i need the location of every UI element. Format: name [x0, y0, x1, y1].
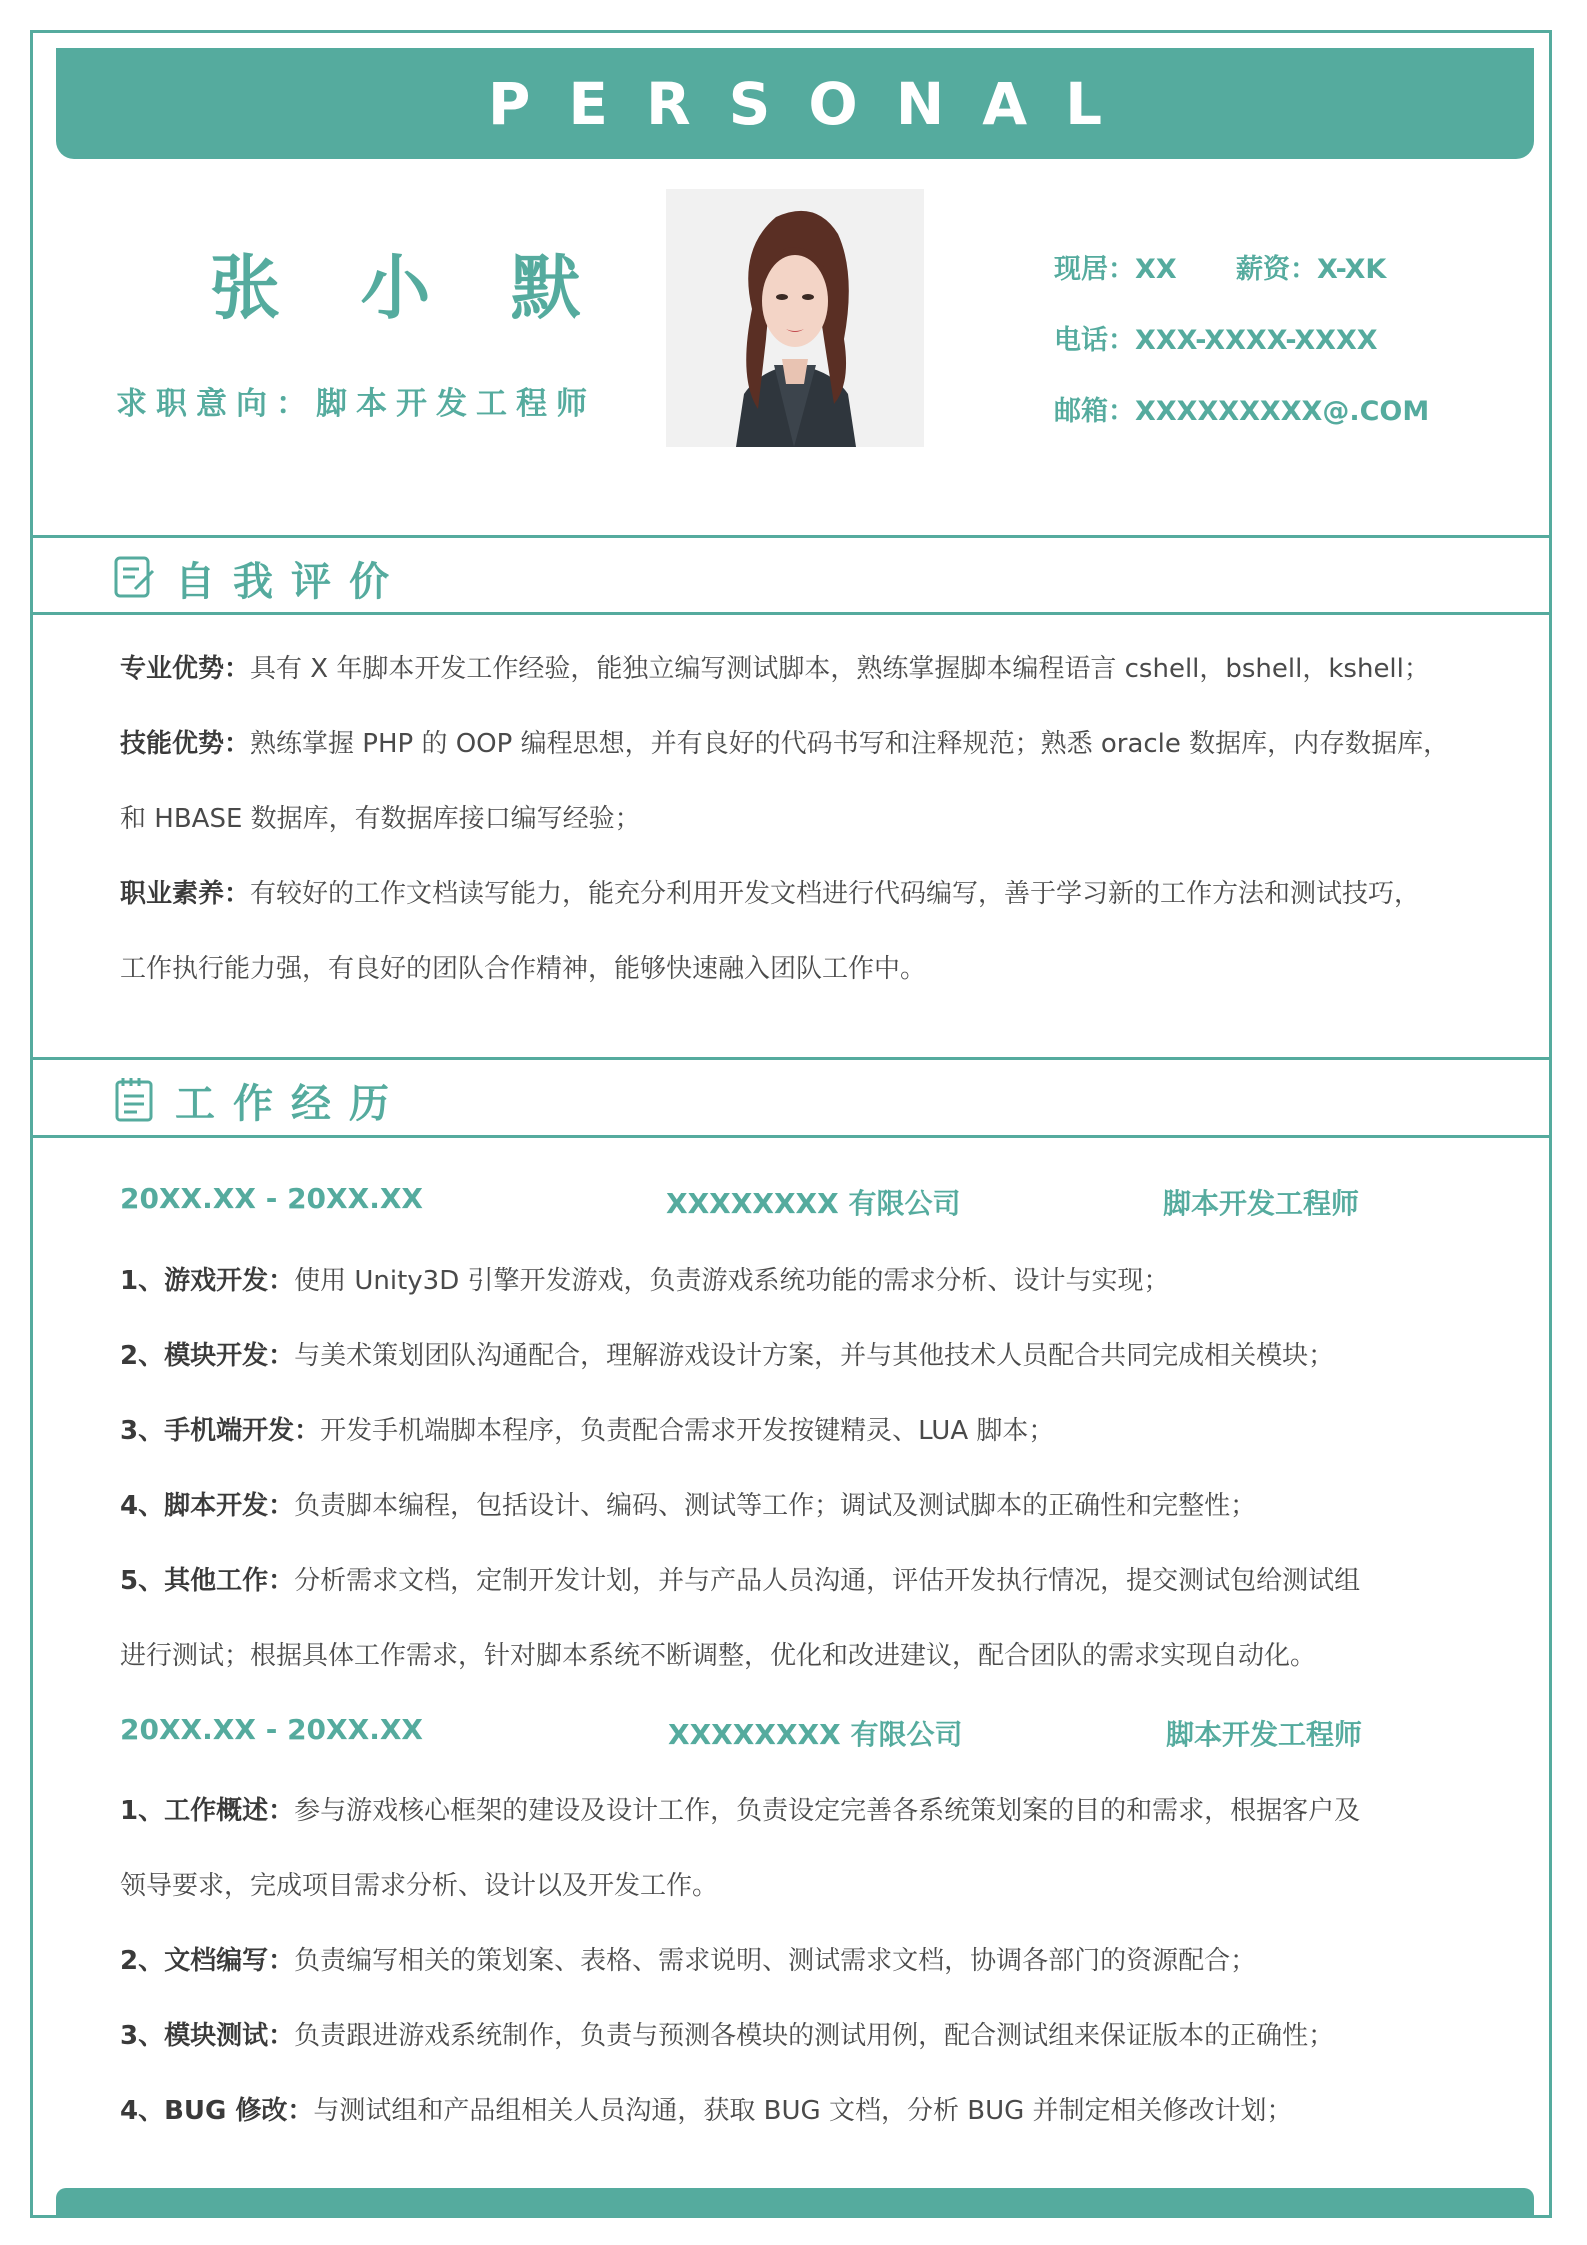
self-eval-line: 技能优势：熟练掌握 PHP 的 OOP 编程思想，并有良好的代码书写和注释规范；熟悉 oracle 数据库，内存数据库，: [120, 729, 1450, 759]
job-duty-line: 3、模块测试：负责跟进游戏系统制作，负责与预测各模块的测试用例，配合测试组来保证版本的正确性；: [120, 2021, 1335, 2051]
footer-bar: [56, 2188, 1534, 2218]
banner-title: PERSONAL: [487, 69, 1141, 138]
job-intent: [116, 378, 596, 423]
job-duty-line: 领导要求，完成项目需求分析、设计以及开发工作。: [120, 1871, 719, 1901]
job-intent-value: 脚本开发工程师: [316, 386, 596, 422]
job-duty-line: 4、脚本开发：负责脚本编程，包括设计、编码、测试等工作；调试及测试脚本的正确性和完整性；: [120, 1491, 1257, 1521]
work-title: 工作经历: [175, 1081, 407, 1127]
candidate-name: 张 小 默: [210, 247, 609, 329]
self-eval-line: 专业优势：具有 X 年脚本开发工作经验，能独立编写测试脚本，熟练掌握脚本编程语言 cshell，bshell，kshell；: [120, 654, 1430, 684]
job-duty-line: 5、其他工作：分析需求文档，定制开发计划，并与产品人员沟通，评估开发执行情况，提交测试包给测试组: [120, 1566, 1361, 1596]
salary-info: 薪资：X-XK: [1236, 254, 1387, 285]
job-duty-line: 1、游戏开发：使用 Unity3D 引擎开发游戏，负责游戏系统功能的需求分析、设计与实现；: [120, 1266, 1170, 1296]
self-eval-line: 和 HBASE 数据库，有数据库接口编写经验；: [120, 804, 641, 834]
job-duty-line: 4、BUG 修改：与测试组和产品组相关人员沟通，获取 BUG 文档，分析 BUG 并制定相关修改计划；: [120, 2096, 1293, 2126]
job-company: XXXXXXXX 有限公司: [668, 1718, 963, 1751]
self-eval-line: 工作执行能力强，有良好的团队合作精神，能够快速融入团队工作中。: [120, 954, 927, 984]
location-info: 现居：XX: [1054, 254, 1177, 285]
self-eval-title: 自我评价: [175, 559, 407, 605]
section-divider: [30, 1057, 1552, 1060]
job-duty-line: 进行测试；根据具体工作需求，针对脚本系统不断调整，优化和改进建议，配合团队的需求实现自动化。: [120, 1641, 1317, 1671]
job-company: XXXXXXXX 有限公司: [666, 1187, 961, 1220]
job-intent-label: 求职意向：: [116, 386, 316, 422]
job-duty-line: 2、模块开发：与美术策划团队沟通配合，理解游戏设计方案，并与其他技术人员配合共同完成相关模块；: [120, 1341, 1335, 1371]
work-heading: [113, 1072, 407, 1129]
phone-info: 电话：XXX-XXXX-XXXX: [1054, 325, 1378, 356]
job-duty-line: 3、手机端开发：开发手机端脚本程序，负责配合需求开发按键精灵、LUA 脚本；: [120, 1416, 1055, 1446]
section-divider: [30, 535, 1552, 538]
profile-photo: [666, 189, 924, 447]
notepad-icon: [113, 1076, 157, 1126]
header-banner: [56, 48, 1534, 159]
self-eval-heading: [113, 550, 407, 607]
job-duty-line: 1、工作概述：参与游戏核心框架的建设及设计工作，负责设定完善各系统策划案的目的和需求，根据客户及: [120, 1796, 1361, 1826]
job-position: 脚本开发工程师: [1163, 1187, 1360, 1220]
job-position: 脚本开发工程师: [1166, 1718, 1363, 1751]
email-info: 邮箱：XXXXXXXXX@.COM: [1054, 396, 1430, 427]
self-eval-line: 职业素养：有较好的工作文档读写能力，能充分利用开发文档进行代码编写，善于学习新的工作方法和测试技巧，: [120, 879, 1421, 909]
section-divider: [30, 1135, 1552, 1138]
job-period: 20XX.XX - 20XX.XX: [120, 1182, 424, 1215]
job-period: 20XX.XX - 20XX.XX: [120, 1713, 424, 1746]
job-duty-line: 2、文档编写：负责编写相关的策划案、表格、需求说明、测试需求文档，协调各部门的资源配合；: [120, 1946, 1257, 1976]
section-divider: [30, 612, 1552, 615]
edit-note-icon: [113, 555, 157, 603]
